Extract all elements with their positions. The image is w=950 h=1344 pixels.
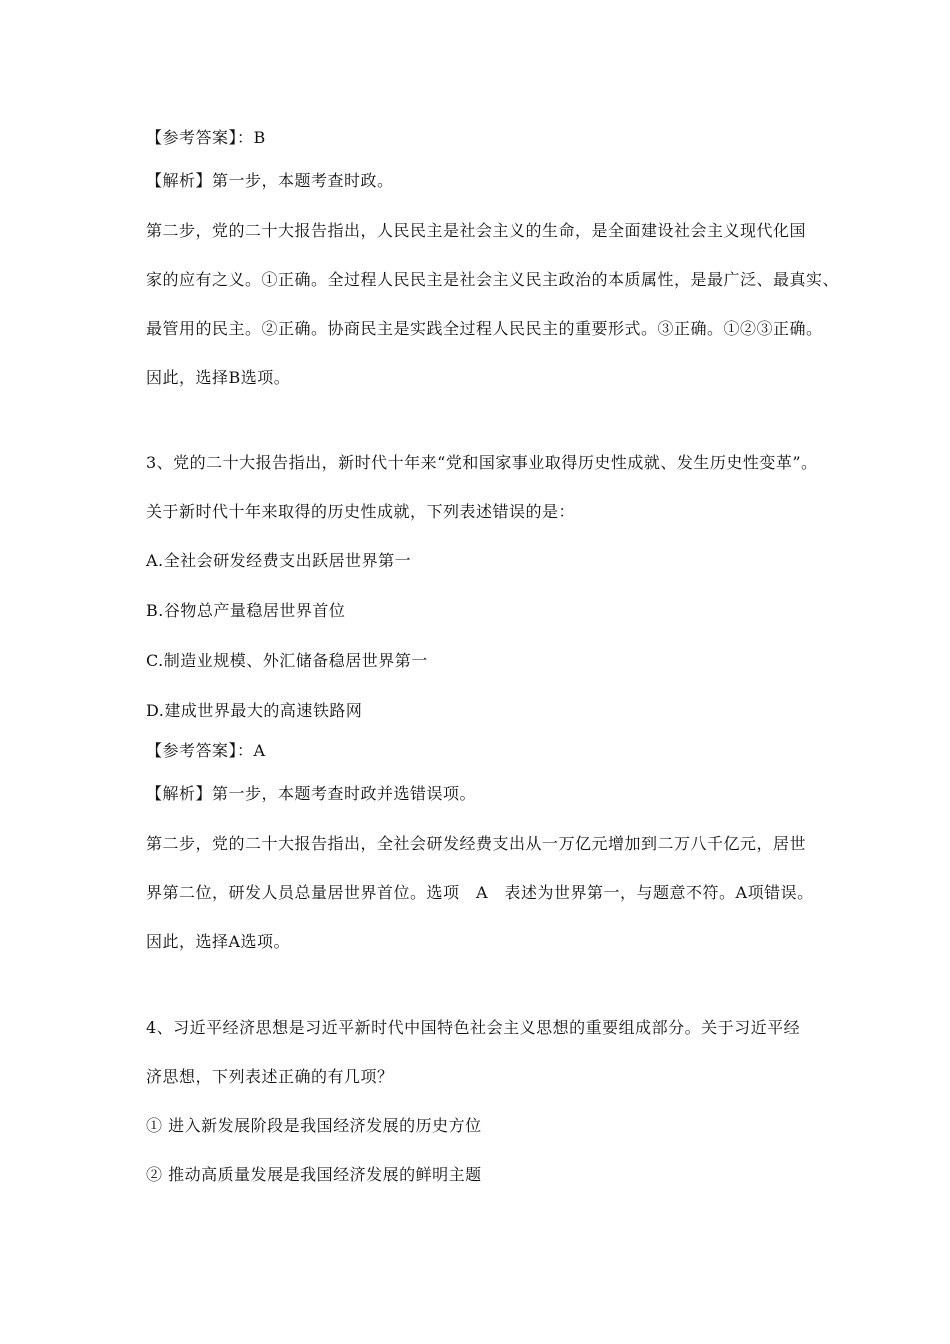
analysis-text: 家的应有之义。①正确。全过程人民民主是社会主义民主政治的本质属性，是最广泛、最真实、 (146, 270, 840, 289)
question-stem: 3、党的二十大报告指出，新时代十年来“党和国家事业取得历史性成就、发生历史性变革”。 (146, 453, 818, 472)
option-a: A.全社会研发经费支出跃居世界第一 (146, 551, 412, 570)
analysis-text: 界第二位，研发人员总量居世界首位。选项 A 表述为世界第一，与题意不符。A项错误。 (146, 883, 814, 902)
analysis-text: 最管用的民主。②正确。协商民主是实践全过程人民民主的重要形式。③正确。①②③正确。 (146, 319, 823, 338)
statement-item: ① 进入新发展阶段是我国经济发展的历史方位 (146, 1116, 482, 1135)
conclusion-line: 因此，选择B选项。 (146, 368, 291, 387)
answer-line: 【参考答案】：A (146, 741, 266, 760)
analysis-text: 第二步，党的二十大报告指出，人民民主是社会主义的生命，是全面建设社会主义现代化国 (146, 221, 807, 240)
option-d: D.建成世界最大的高速铁路网 (146, 701, 363, 720)
conclusion-line: 因此，选择A选项。 (146, 932, 291, 951)
question-stem: 4、习近平经济思想是习近平新时代中国特色社会主义思想的重要组成部分。关于习近平经 (146, 1018, 801, 1037)
statement-item: ② 推动高质量发展是我国经济发展的鲜明主题 (146, 1165, 482, 1184)
option-c: C.制造业规模、外汇储备稳居世界第一 (146, 651, 428, 670)
option-b: B.谷物总产量稳居世界首位 (146, 601, 346, 620)
answer-line: 【参考答案】：B (146, 128, 266, 147)
analysis-text: 第二步，党的二十大报告指出，全社会研发经费支出从一万亿元增加到二万八千亿元，居世 (146, 834, 807, 853)
analysis-heading: 【解析】第一步，本题考查时政。 (146, 171, 394, 190)
question-stem: 关于新时代十年来取得的历史性成就，下列表述错误的是： (146, 502, 576, 521)
question-stem: 济思想，下列表述正确的有几项？ (146, 1067, 394, 1086)
analysis-heading: 【解析】第一步，本题考查时政并选错误项。 (146, 784, 477, 803)
